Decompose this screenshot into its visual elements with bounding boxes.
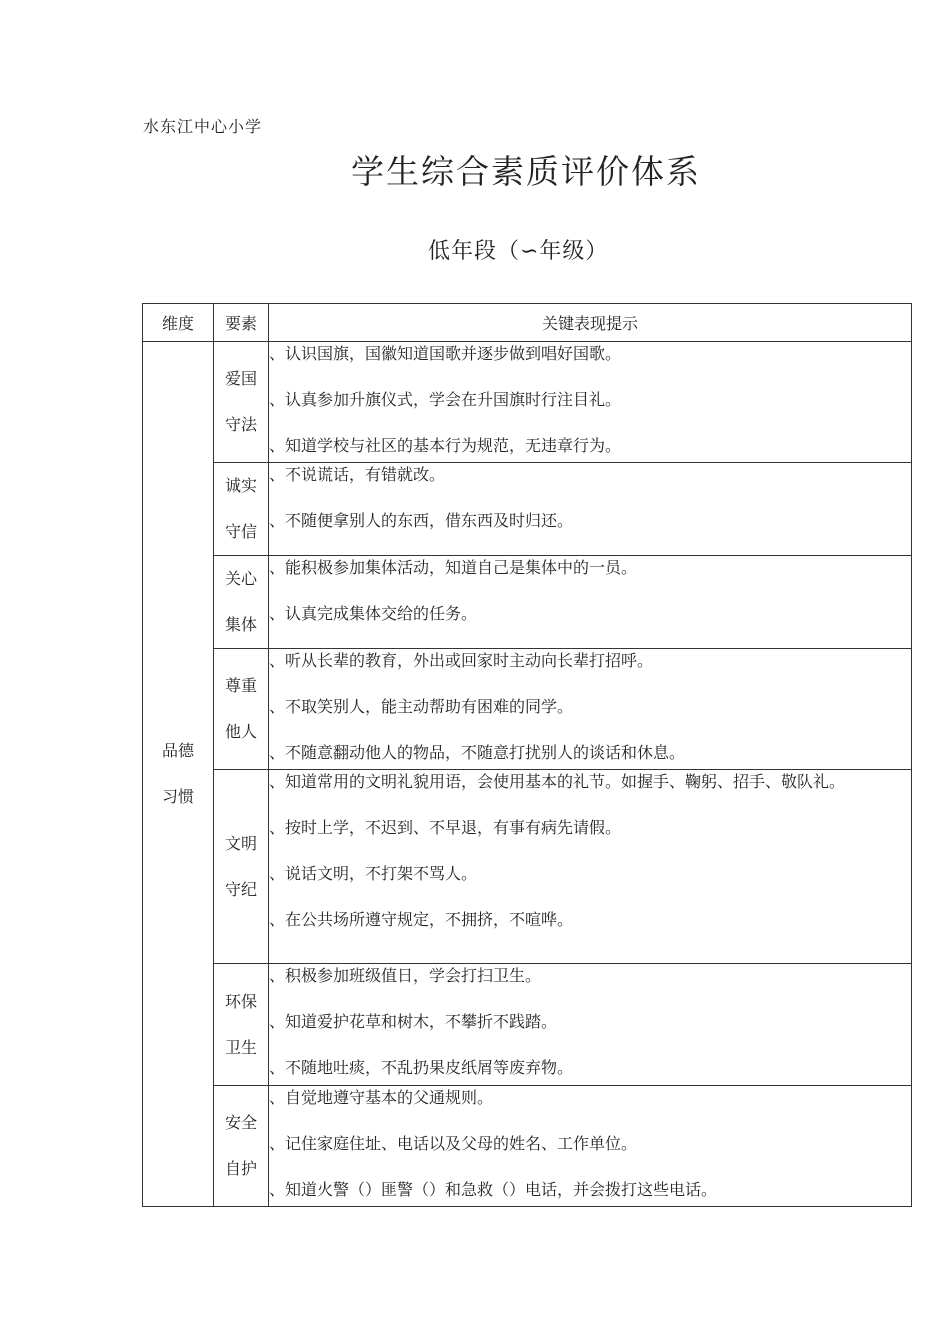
document-title: 学生综合素质评价体系: [351, 152, 701, 191]
list-item: 、按时上学，不迟到、不早退，有事有病先请假。: [269, 818, 622, 837]
element-cell: 尊重 他人: [214, 649, 269, 770]
list-item: 、认识国旗，国徽知道国歌并逐步做到唱好国歌。: [269, 344, 622, 363]
list-item: 、知道爱护花草和树木，不攀折不践踏。: [269, 1012, 558, 1031]
table-row: [143, 770, 912, 964]
key-performance-cell: [269, 556, 912, 649]
list-item: 、知道学校与社区的基本行为规范，无违章行为。: [269, 436, 622, 455]
key-performance-cell: [269, 1086, 912, 1207]
list-item: 、积极参加班级值日，学会打扫卫生。: [269, 966, 542, 985]
list-item: 、认真参加升旗仪式，学会在升国旗时行注目礼。: [269, 390, 622, 409]
list-item: 、知道常用的文明礼貌用语，会使用基本的礼节。如握手、鞠躬、招手、敬队礼。: [269, 772, 846, 791]
list-item: 、不说谎话，有错就改。: [269, 465, 446, 484]
list-item: 、能积极参加集体活动，知道自己是集体中的一员。: [269, 558, 638, 577]
header-dimension: 维度: [143, 304, 214, 342]
key-performance-cell: [269, 649, 912, 770]
table-row: [143, 342, 912, 463]
table-row: [143, 1086, 912, 1207]
table-body: [143, 342, 912, 1207]
table-row: [143, 964, 912, 1086]
table-row: [143, 556, 912, 649]
element-cell: 文明 守纪: [214, 770, 269, 964]
list-item: 、不取笑别人，能主动帮助有困难的同学。: [269, 697, 574, 716]
key-performance-cell: [269, 964, 912, 1086]
header-element: 要素: [214, 304, 269, 342]
table-row: [143, 649, 912, 770]
list-item: 、听从长辈的教育，外出或回家时主动向长辈打招呼。: [269, 651, 654, 670]
list-item: 、不随便拿别人的东西，借东西及时归还。: [269, 511, 574, 530]
list-item: 、在公共场所遵守规定，不拥挤，不喧哗。: [269, 910, 574, 929]
element-cell: 关心 集体: [214, 556, 269, 649]
list-item: 、说话文明，不打架不骂人。: [269, 864, 478, 883]
key-performance-cell: [269, 770, 912, 964]
element-cell: 环保 卫生: [214, 964, 269, 1086]
evaluation-table: [142, 303, 912, 1207]
list-item: 、不随意翻动他人的物品，不随意打扰别人的谈话和休息。: [269, 743, 686, 762]
header-key-performance: 关键表现提示: [269, 304, 912, 342]
key-performance-cell: [269, 463, 912, 556]
key-performance-cell: [269, 342, 912, 463]
list-item: 、自觉地遵守基本的父通规则。: [269, 1088, 494, 1107]
table-row: [143, 463, 912, 556]
school-name: 水东江中心小学: [143, 117, 263, 136]
table-header-row: [143, 304, 912, 342]
document-subtitle: 低年段（∽年级）: [428, 239, 609, 264]
list-item: 、认真完成集体交给的任务。: [269, 604, 478, 623]
list-item: 、记住家庭住址、电话以及父母的姓名、工作单位。: [269, 1134, 638, 1153]
list-item: 、知道火警（）匪警（）和急救（）电话，并会拨打这些电话。: [269, 1180, 718, 1199]
list-item: 、不随地吐痰，不乱扔果皮纸屑等废弃物。: [269, 1058, 574, 1077]
element-cell: 诚实 守信: [214, 463, 269, 556]
dimension-cell: 品德 习惯: [143, 342, 214, 1207]
element-cell: 爱国 守法: [214, 342, 269, 463]
element-cell: 安全 自护: [214, 1086, 269, 1207]
